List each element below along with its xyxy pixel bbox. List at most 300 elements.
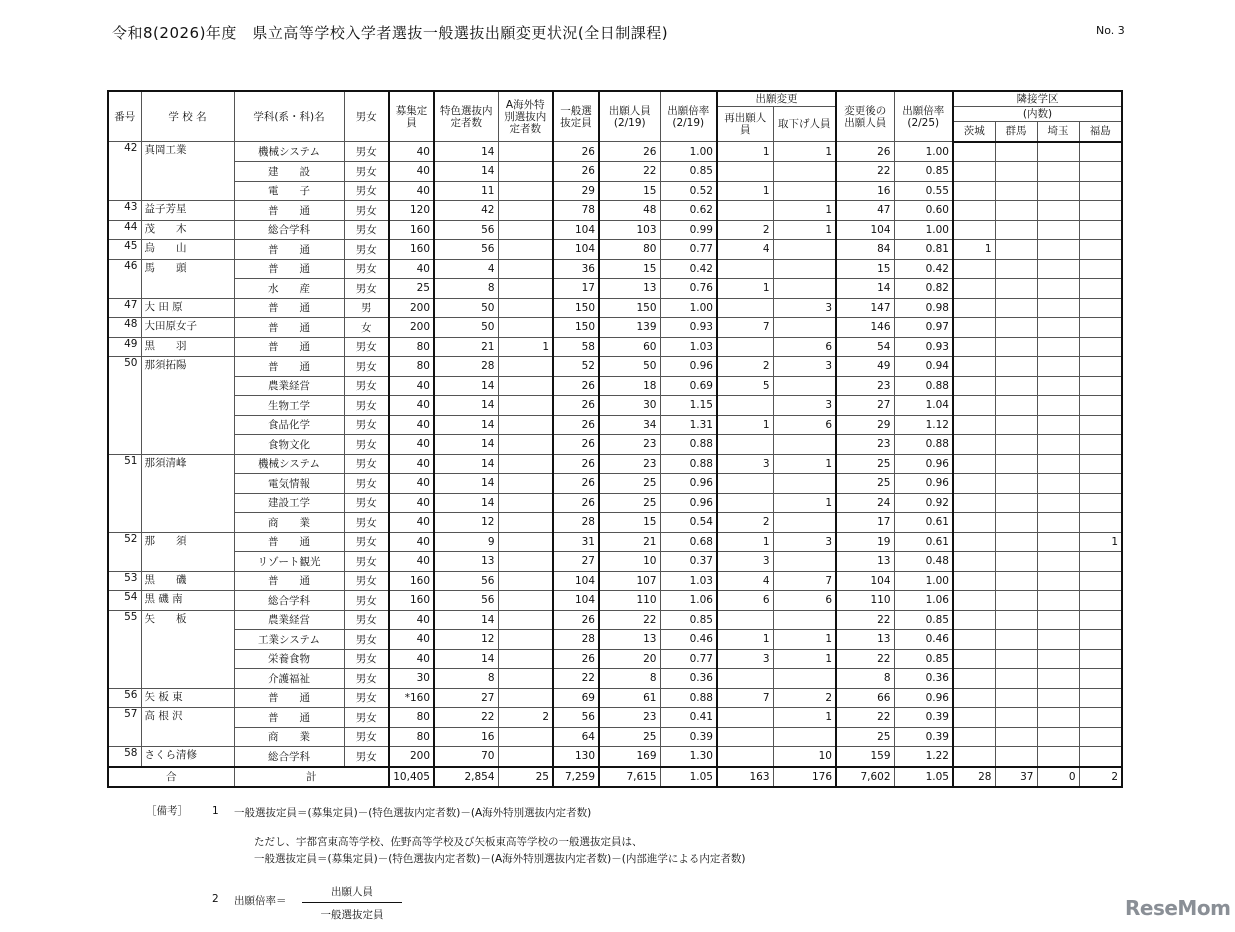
school-name: 益子芳星	[141, 201, 234, 221]
reapply-cell: 5	[717, 376, 773, 396]
sex-cell: 男女	[344, 240, 389, 260]
kaigai-cell: 2	[498, 708, 553, 728]
school-name: 馬 頭	[141, 259, 234, 298]
fraction-denominator: 一般選抜定員	[320, 909, 384, 921]
withdraw-cell: 6	[773, 415, 836, 435]
ratio-cell: 1.31	[660, 415, 717, 435]
dept-cell: 栄養食物	[234, 649, 344, 669]
ratio2-cell: 0.97	[894, 318, 953, 338]
ibaraki-cell	[953, 142, 995, 162]
fukushima-cell	[1079, 396, 1122, 416]
reapply-cell	[717, 396, 773, 416]
school-number: 54	[108, 591, 141, 611]
capacity-cell: 200	[389, 747, 434, 767]
header-neighbor-sub: (内数)	[953, 107, 1122, 122]
ippan-cell: 28	[553, 513, 599, 533]
capacity-cell: 160	[389, 240, 434, 260]
after-cell: 66	[836, 688, 894, 708]
header-fukushima: 福島	[1079, 122, 1122, 142]
saitama-cell	[1037, 649, 1079, 669]
withdraw-cell: 1	[773, 142, 836, 162]
withdraw-cell: 6	[773, 337, 836, 357]
table-row	[108, 435, 1122, 455]
tokushoku-cell: 27	[434, 688, 498, 708]
sex-cell: 男女	[344, 142, 389, 162]
kaigai-cell	[498, 454, 553, 474]
gunma-cell	[995, 396, 1037, 416]
ratio-cell: 0.39	[660, 727, 717, 747]
fukushima-cell	[1079, 610, 1122, 630]
kaigai-cell	[498, 357, 553, 377]
reapply-cell	[717, 669, 773, 689]
after-cell: 159	[836, 747, 894, 767]
withdraw-cell: 6	[773, 591, 836, 611]
reapply-cell: 7	[717, 318, 773, 338]
gunma-cell	[995, 240, 1037, 260]
capacity-cell: 40	[389, 513, 434, 533]
header-ibaraki: 茨城	[953, 122, 995, 142]
school-number: 47	[108, 298, 141, 318]
saitama-cell	[1037, 318, 1079, 338]
saitama-cell	[1037, 708, 1079, 728]
capacity-cell: 80	[389, 708, 434, 728]
kaigai-cell	[498, 532, 553, 552]
reapply-cell	[717, 337, 773, 357]
ratio-cell: 0.88	[660, 454, 717, 474]
sex-cell: 男女	[344, 532, 389, 552]
kaigai-cell	[498, 376, 553, 396]
applicants-cell: 22	[599, 162, 660, 182]
withdraw-cell: 3	[773, 298, 836, 318]
header-sex: 男女	[344, 91, 389, 142]
page-number: No. 3	[1096, 24, 1125, 37]
sex-cell: 男女	[344, 727, 389, 747]
applicants-cell: 15	[599, 513, 660, 533]
school-number: 53	[108, 571, 141, 591]
sex-cell: 男女	[344, 376, 389, 396]
applicants-cell: 15	[599, 259, 660, 279]
ibaraki-cell: 1	[953, 240, 995, 260]
ratio-cell: 0.96	[660, 474, 717, 494]
ratio-cell: 0.41	[660, 708, 717, 728]
dept-cell: 食品化学	[234, 415, 344, 435]
ibaraki-cell	[953, 669, 995, 689]
capacity-cell: 40	[389, 396, 434, 416]
gunma-cell	[995, 201, 1037, 221]
withdraw-cell: 3	[773, 396, 836, 416]
sex-cell: 女	[344, 318, 389, 338]
capacity-cell: 40	[389, 181, 434, 201]
gunma-cell	[995, 454, 1037, 474]
kaigai-cell	[498, 649, 553, 669]
reapply-cell: 4	[717, 240, 773, 260]
note-2-formula: 出願倍率＝	[234, 895, 287, 907]
capacity-cell: 40	[389, 610, 434, 630]
school-name: 那 須	[141, 532, 234, 571]
withdraw-cell	[773, 474, 836, 494]
school-number: 46	[108, 259, 141, 298]
gunma-cell	[995, 259, 1037, 279]
fukushima-cell: 1	[1079, 532, 1122, 552]
capacity-cell: 120	[389, 201, 434, 221]
capacity-cell: 40	[389, 259, 434, 279]
ibaraki-cell	[953, 259, 995, 279]
ippan-cell: 26	[553, 415, 599, 435]
table-row	[108, 162, 1122, 182]
ippan-cell: 69	[553, 688, 599, 708]
capacity-cell: 30	[389, 669, 434, 689]
reapply-cell	[717, 727, 773, 747]
dept-cell: 普 通	[234, 357, 344, 377]
school-number: 43	[108, 201, 141, 221]
applicants-cell: 23	[599, 435, 660, 455]
ippan-cell: 26	[553, 649, 599, 669]
applicants-cell: 80	[599, 240, 660, 260]
sex-cell: 男女	[344, 591, 389, 611]
ratio2-cell: 1.00	[894, 571, 953, 591]
kaigai-cell	[498, 630, 553, 650]
ratio-cell: 0.85	[660, 610, 717, 630]
dept-cell: 普 通	[234, 571, 344, 591]
ippan-cell: 104	[553, 571, 599, 591]
saitama-cell	[1037, 415, 1079, 435]
ratio-cell: 0.36	[660, 669, 717, 689]
table-row	[108, 474, 1122, 494]
ratio-cell: 0.37	[660, 552, 717, 572]
dept-cell: 普 通	[234, 259, 344, 279]
ibaraki-cell	[953, 493, 995, 513]
ippan-cell: 78	[553, 201, 599, 221]
capacity-cell: 160	[389, 591, 434, 611]
applicants-cell: 22	[599, 610, 660, 630]
header-after: 変更後の出願人員	[836, 91, 894, 142]
ibaraki-cell	[953, 396, 995, 416]
withdraw-cell	[773, 259, 836, 279]
sex-cell: 男女	[344, 181, 389, 201]
ratio-cell: 1.06	[660, 591, 717, 611]
kaigai-cell	[498, 513, 553, 533]
ibaraki-cell	[953, 318, 995, 338]
after-cell: 29	[836, 415, 894, 435]
ippan-cell: 104	[553, 240, 599, 260]
applicants-cell: 23	[599, 708, 660, 728]
fukushima-cell	[1079, 298, 1122, 318]
ippan-cell: 26	[553, 376, 599, 396]
withdraw-cell: 2	[773, 688, 836, 708]
school-name: 黒 磯 南	[141, 591, 234, 611]
school-name: 那須拓陽	[141, 357, 234, 455]
table-row	[108, 337, 1122, 357]
saitama-cell	[1037, 259, 1079, 279]
sex-cell: 男女	[344, 688, 389, 708]
gunma-cell	[995, 162, 1037, 182]
ibaraki-cell	[953, 220, 995, 240]
gunma-cell	[995, 610, 1037, 630]
ratio2-cell: 0.88	[894, 376, 953, 396]
school-number: 49	[108, 337, 141, 357]
fukushima-cell	[1079, 571, 1122, 591]
withdraw-cell: 1	[773, 220, 836, 240]
header-kaigai: A海外特別選抜内定者数	[498, 91, 553, 142]
ratio2-cell: 0.42	[894, 259, 953, 279]
tokushoku-cell: 50	[434, 318, 498, 338]
ibaraki-cell	[953, 610, 995, 630]
ratio-cell: 1.00	[660, 298, 717, 318]
kaigai-cell	[498, 259, 553, 279]
sex-cell: 男女	[344, 747, 389, 767]
saitama-cell	[1037, 396, 1079, 416]
fukushima-cell	[1079, 591, 1122, 611]
table-row	[108, 571, 1122, 591]
ratio2-cell: 0.92	[894, 493, 953, 513]
sex-cell: 男女	[344, 396, 389, 416]
school-number: 57	[108, 708, 141, 747]
total-label-2: 計	[234, 767, 389, 787]
applicants-cell: 25	[599, 493, 660, 513]
capacity-cell: 80	[389, 357, 434, 377]
ippan-cell: 26	[553, 610, 599, 630]
header-ippan: 一般選抜定員	[553, 91, 599, 142]
ratio2-cell: 0.85	[894, 610, 953, 630]
ratio-cell: 0.88	[660, 688, 717, 708]
applicants-cell: 13	[599, 630, 660, 650]
header-neighbor	[953, 91, 1122, 107]
capacity-cell: *160	[389, 688, 434, 708]
ratio-cell: 1.30	[660, 747, 717, 767]
after-cell: 23	[836, 376, 894, 396]
dept-cell: 普 通	[234, 532, 344, 552]
school-number: 58	[108, 747, 141, 767]
tokushoku-cell: 50	[434, 298, 498, 318]
kaigai-cell	[498, 435, 553, 455]
capacity-cell: 40	[389, 630, 434, 650]
table-row	[108, 513, 1122, 533]
ratio-cell: 0.96	[660, 493, 717, 513]
saitama-cell	[1037, 435, 1079, 455]
table-row	[108, 201, 1122, 221]
kaigai-cell	[498, 474, 553, 494]
applicants-cell: 139	[599, 318, 660, 338]
withdraw-cell	[773, 513, 836, 533]
capacity-cell: 40	[389, 435, 434, 455]
neighbor-label: 隣接学区	[1016, 93, 1059, 105]
saitama-cell	[1037, 669, 1079, 689]
ibaraki-cell	[953, 649, 995, 669]
withdraw-cell: 1	[773, 708, 836, 728]
fukushima-cell	[1079, 201, 1122, 221]
total-after: 7,602	[836, 767, 894, 787]
ratio-cell: 0.68	[660, 532, 717, 552]
capacity-cell: 40	[389, 415, 434, 435]
tokushoku-cell: 14	[434, 415, 498, 435]
applications-table	[107, 90, 1123, 788]
tokushoku-cell: 22	[434, 708, 498, 728]
ratio-cell: 0.62	[660, 201, 717, 221]
reapply-cell	[717, 162, 773, 182]
dept-cell: 総合学科	[234, 747, 344, 767]
ibaraki-cell	[953, 747, 995, 767]
kaigai-cell	[498, 240, 553, 260]
note-1-exception-formula: 一般選抜定員＝(募集定員)－(特色選抜内定者数)－(A海外特別選抜内定者数)－(内部進学による内定者数)	[254, 853, 746, 865]
withdraw-cell	[773, 552, 836, 572]
kaigai-cell	[498, 610, 553, 630]
after-cell: 22	[836, 162, 894, 182]
withdraw-cell: 3	[773, 357, 836, 377]
total-ibaraki: 28	[953, 767, 995, 787]
header-ratio2: 出願倍率(2/25)	[894, 91, 953, 142]
sex-cell: 男女	[344, 669, 389, 689]
table-row	[108, 396, 1122, 416]
reapply-cell: 1	[717, 630, 773, 650]
ibaraki-cell	[953, 298, 995, 318]
applicants-cell: 103	[599, 220, 660, 240]
after-cell: 26	[836, 142, 894, 162]
school-number: 48	[108, 318, 141, 338]
ratio-cell: 0.77	[660, 240, 717, 260]
total-reapply: 163	[717, 767, 773, 787]
applicants-cell: 169	[599, 747, 660, 767]
saitama-cell	[1037, 493, 1079, 513]
ippan-cell: 28	[553, 630, 599, 650]
header-tokushoku: 特色選抜内定者数	[434, 91, 498, 142]
table-row	[108, 552, 1122, 572]
reapply-cell: 3	[717, 649, 773, 669]
after-cell: 104	[836, 220, 894, 240]
school-number: 55	[108, 610, 141, 688]
ippan-cell: 130	[553, 747, 599, 767]
reapply-cell: 2	[717, 220, 773, 240]
fraction-line	[302, 902, 402, 903]
ippan-cell: 17	[553, 279, 599, 299]
ratio2-cell: 0.46	[894, 630, 953, 650]
tokushoku-cell: 14	[434, 142, 498, 162]
note-1-exception: ただし、宇都宮東高等学校、佐野高等学校及び矢板東高等学校の一般選抜定員は、	[254, 836, 643, 848]
ippan-cell: 26	[553, 142, 599, 162]
sex-cell: 男女	[344, 630, 389, 650]
tokushoku-cell: 56	[434, 591, 498, 611]
withdraw-cell	[773, 181, 836, 201]
saitama-cell	[1037, 220, 1079, 240]
tokushoku-cell: 14	[434, 474, 498, 494]
gunma-cell	[995, 513, 1037, 533]
fukushima-cell	[1079, 240, 1122, 260]
ippan-cell: 58	[553, 337, 599, 357]
ippan-cell: 26	[553, 474, 599, 494]
dept-cell: リゾート観光	[234, 552, 344, 572]
ratio-cell: 1.15	[660, 396, 717, 416]
applicants-cell: 61	[599, 688, 660, 708]
tokushoku-cell: 70	[434, 747, 498, 767]
saitama-cell	[1037, 747, 1079, 767]
withdraw-cell: 7	[773, 571, 836, 591]
sex-cell: 男女	[344, 259, 389, 279]
saitama-cell	[1037, 688, 1079, 708]
ippan-cell: 26	[553, 435, 599, 455]
ippan-cell: 26	[553, 396, 599, 416]
table-row	[108, 747, 1122, 767]
applicants-cell: 34	[599, 415, 660, 435]
applicants-cell: 50	[599, 357, 660, 377]
withdraw-cell	[773, 435, 836, 455]
after-cell: 19	[836, 532, 894, 552]
after-cell: 13	[836, 552, 894, 572]
ratio2-cell: 1.04	[894, 396, 953, 416]
gunma-cell	[995, 669, 1037, 689]
capacity-cell: 40	[389, 376, 434, 396]
reapply-cell: 6	[717, 591, 773, 611]
reapply-cell: 1	[717, 279, 773, 299]
gunma-cell	[995, 552, 1037, 572]
applicants-cell: 48	[599, 201, 660, 221]
sex-cell: 男女	[344, 513, 389, 533]
notes-label: ［備考］	[146, 805, 188, 817]
tokushoku-cell: 14	[434, 376, 498, 396]
ippan-cell: 36	[553, 259, 599, 279]
kaigai-cell	[498, 318, 553, 338]
ratio-cell: 0.42	[660, 259, 717, 279]
kaigai-cell	[498, 727, 553, 747]
after-cell: 8	[836, 669, 894, 689]
ratio2-cell: 1.22	[894, 747, 953, 767]
sex-cell: 男女	[344, 435, 389, 455]
total-label: 合	[108, 767, 234, 787]
table-row	[108, 181, 1122, 201]
table-row	[108, 298, 1122, 318]
kaigai-cell	[498, 396, 553, 416]
header-reapply: 再出願人員	[717, 107, 773, 142]
after-cell: 54	[836, 337, 894, 357]
sex-cell: 男女	[344, 571, 389, 591]
kaigai-cell	[498, 493, 553, 513]
applicants-cell: 10	[599, 552, 660, 572]
ratio2-cell: 0.39	[894, 708, 953, 728]
school-name: 大田原女子	[141, 318, 234, 338]
after-cell: 110	[836, 591, 894, 611]
ratio2-cell: 0.48	[894, 552, 953, 572]
total-ratio2: 1.05	[894, 767, 953, 787]
saitama-cell	[1037, 513, 1079, 533]
ibaraki-cell	[953, 688, 995, 708]
applicants-cell: 20	[599, 649, 660, 669]
withdraw-cell: 3	[773, 532, 836, 552]
school-name: さくら清修	[141, 747, 234, 767]
ippan-cell: 31	[553, 532, 599, 552]
kaigai-cell	[498, 201, 553, 221]
table-row	[108, 376, 1122, 396]
reapply-cell: 1	[717, 532, 773, 552]
kaigai-cell	[498, 571, 553, 591]
dept-cell: 農業経営	[234, 610, 344, 630]
after-cell: 14	[836, 279, 894, 299]
reapply-cell	[717, 435, 773, 455]
capacity-cell: 80	[389, 727, 434, 747]
gunma-cell	[995, 298, 1037, 318]
sex-cell: 男女	[344, 649, 389, 669]
fukushima-cell	[1079, 259, 1122, 279]
gunma-cell	[995, 220, 1037, 240]
table-row	[108, 708, 1122, 728]
table-row	[108, 357, 1122, 377]
dept-cell: 普 通	[234, 240, 344, 260]
ippan-cell: 26	[553, 162, 599, 182]
withdraw-cell: 1	[773, 493, 836, 513]
sex-cell: 男女	[344, 708, 389, 728]
capacity-cell: 40	[389, 493, 434, 513]
kaigai-cell: 1	[498, 337, 553, 357]
tokushoku-cell: 56	[434, 220, 498, 240]
page-title: 令和8(2026)年度 県立高等学校入学者選抜一般選抜出願変更状況(全日制課程)	[112, 24, 669, 42]
ratio2-cell: 0.98	[894, 298, 953, 318]
